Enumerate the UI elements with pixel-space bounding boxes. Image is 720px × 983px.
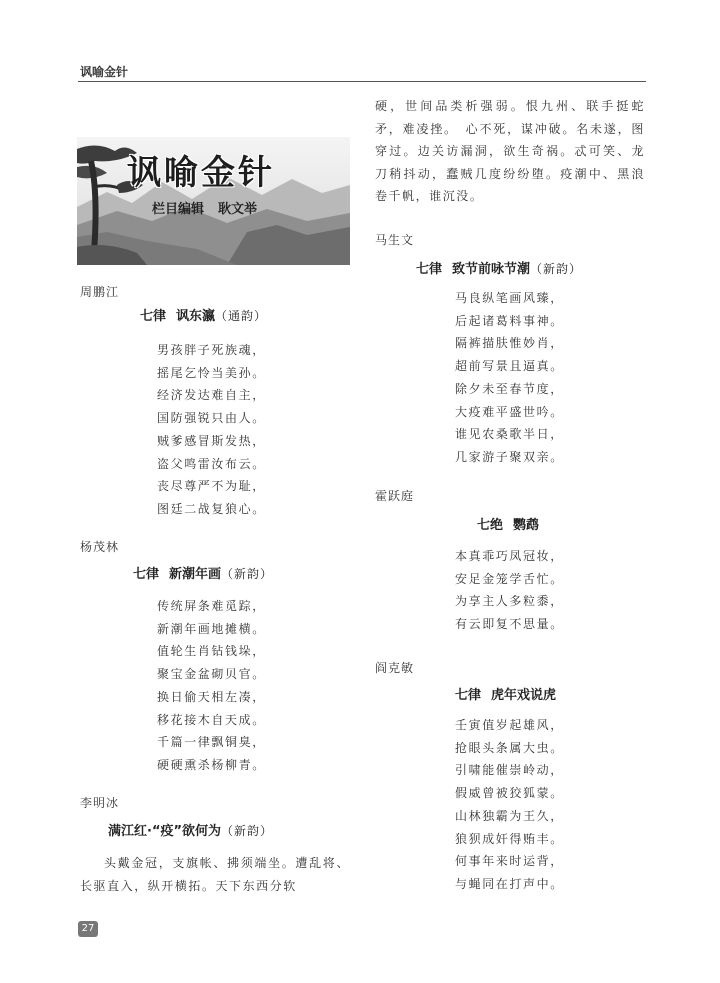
poem-lines (157, 595, 266, 777)
poem-line: 传统屏条难觅踪， (157, 599, 266, 613)
ci-text-left: 头戴金冠，支旗帐、拂须端坐。遭乱将、长驱直入，纵开横拓。天下东西分软 (80, 856, 350, 893)
poem-line: 壬寅值岁起雄风， (455, 718, 564, 732)
poem-line: 国防强锐只由人。 (157, 411, 266, 426)
poem-form: 七律 (416, 262, 443, 277)
poem-line: 大疫难平盛世吟。 (455, 404, 564, 419)
poem-line: 新潮年画地摊横。 (157, 621, 266, 636)
poem-line: 为享主人多粒黍， (455, 594, 564, 609)
poem-line: 除夕未至春节度， (455, 381, 564, 396)
poem-line: 隔裤描肤惟妙肖， (455, 336, 564, 351)
poem-line: 假威曾被狡狐蒙。 (455, 786, 564, 801)
poem-line: 丧尽尊严不为耻， (157, 479, 266, 494)
poem-form: 七律 (455, 688, 482, 703)
section-header: 讽喻金针 (80, 65, 129, 79)
poem-title (108, 820, 273, 839)
poem-line: 千篇一律飘铜臭， (157, 735, 266, 750)
poem-line: 后起诸葛料事神。 (455, 313, 564, 328)
poem-line: 本真乖巧凤冠妆， (455, 549, 564, 563)
poem-rhyme: （新韵） (221, 567, 274, 581)
poem-title (140, 305, 267, 324)
poem-line: 盗父鸣雷汝布云。 (157, 456, 266, 471)
poem-author: 阎克敏 (375, 661, 415, 675)
poem-lines (455, 287, 564, 469)
poem-author: 周鹏江 (80, 285, 120, 299)
poem-line: 超前写景且逼真。 (455, 359, 564, 374)
poem-author: 杨茂林 (80, 540, 120, 554)
poem-rhyme: （通韵） (215, 309, 268, 323)
poem-line: 安足金笼学舌忙。 (455, 571, 564, 586)
poem-line: 硬硬熏杀杨柳青。 (157, 757, 266, 772)
poem-line: 几家游子聚双亲。 (455, 449, 564, 464)
poem-line: 狼狈成奸得贿丰。 (455, 831, 564, 846)
poem-line: 图廷二战复狼心。 (157, 501, 266, 516)
poem-line: 有云即复不思量。 (455, 617, 564, 632)
poem-name: 新潮年画 (169, 567, 222, 582)
poem-title (133, 563, 273, 582)
poem-line: 摇尾乞怜当美孙。 (157, 365, 266, 380)
poem-line: 抢眼头条属大虫。 (455, 740, 564, 755)
poem-line: 男孩胖子死族魂， (157, 343, 266, 357)
poem-title (416, 258, 582, 277)
editor-name: 耿文举 (218, 202, 258, 217)
poem-form: 七律 (133, 567, 160, 582)
poem-line: 移花接木自天成。 (157, 712, 266, 727)
poem-title (477, 514, 539, 533)
poem-line: 贼爹感冒斯发热， (157, 433, 266, 448)
poem-line: 换日偷天相左凑， (157, 689, 266, 704)
poem-line: 谁见农桑歌半日， (455, 427, 564, 442)
banner-editor (152, 198, 257, 217)
banner-title: 讽喻金针 (127, 153, 275, 193)
poem-line: 聚宝金盆砌贝官。 (157, 667, 266, 682)
poem-line: 与蝇同在打声中。 (455, 876, 564, 891)
poem-rhyme: （新韵） (221, 824, 274, 838)
page-number: 27 (78, 921, 98, 937)
poem-line: 值轮生肖钻钱垛， (157, 644, 266, 659)
poem-name: “疫”欲何为 (151, 824, 222, 839)
ci-text-right: 硬，世间品类析强弱。恨九州、联手挺蛇矛，难凌挫。 心不死，谋冲破。名未遂，图穿过。边关访漏洞，欲生奇祸。忒可笑、龙刀稍抖动，蠢贼几度纷纷堕。疫潮中、黑浪卷千帆，谁沉没。 (375, 99, 645, 203)
editor-label: 栏目编辑 (152, 202, 205, 217)
poem-name: 虎年戏说虎 (491, 688, 557, 703)
poem-name: 鹦鹉 (513, 518, 540, 533)
poem-title (455, 684, 556, 703)
poem-line: 何事年来时运背， (455, 854, 564, 869)
poem-name: 讽东瀛 (176, 309, 216, 324)
poem-author: 马生文 (375, 233, 415, 247)
poem-form: 七律 (140, 309, 167, 324)
poem-line: 山林独霸为王久， (455, 808, 564, 823)
column-banner (77, 137, 350, 265)
poem-form: 七绝 (477, 518, 504, 533)
poem-lines (455, 714, 564, 896)
poem-form: 满江红· (108, 824, 152, 839)
poem-lines (455, 545, 564, 636)
poem-line: 经济发达难自主， (157, 388, 266, 403)
poem-rhyme: （新韵） (530, 262, 583, 276)
poem-lines (157, 339, 266, 521)
header-rule (78, 81, 646, 82)
poem-line: 马良纵笔画风臻， (455, 291, 564, 305)
poem-line: 引啸能催崇岭动， (455, 763, 564, 778)
poem-author: 霍跃庭 (375, 489, 415, 503)
poem-author: 李明冰 (80, 796, 120, 810)
poem-name: 致节前咏节潮 (452, 262, 531, 277)
